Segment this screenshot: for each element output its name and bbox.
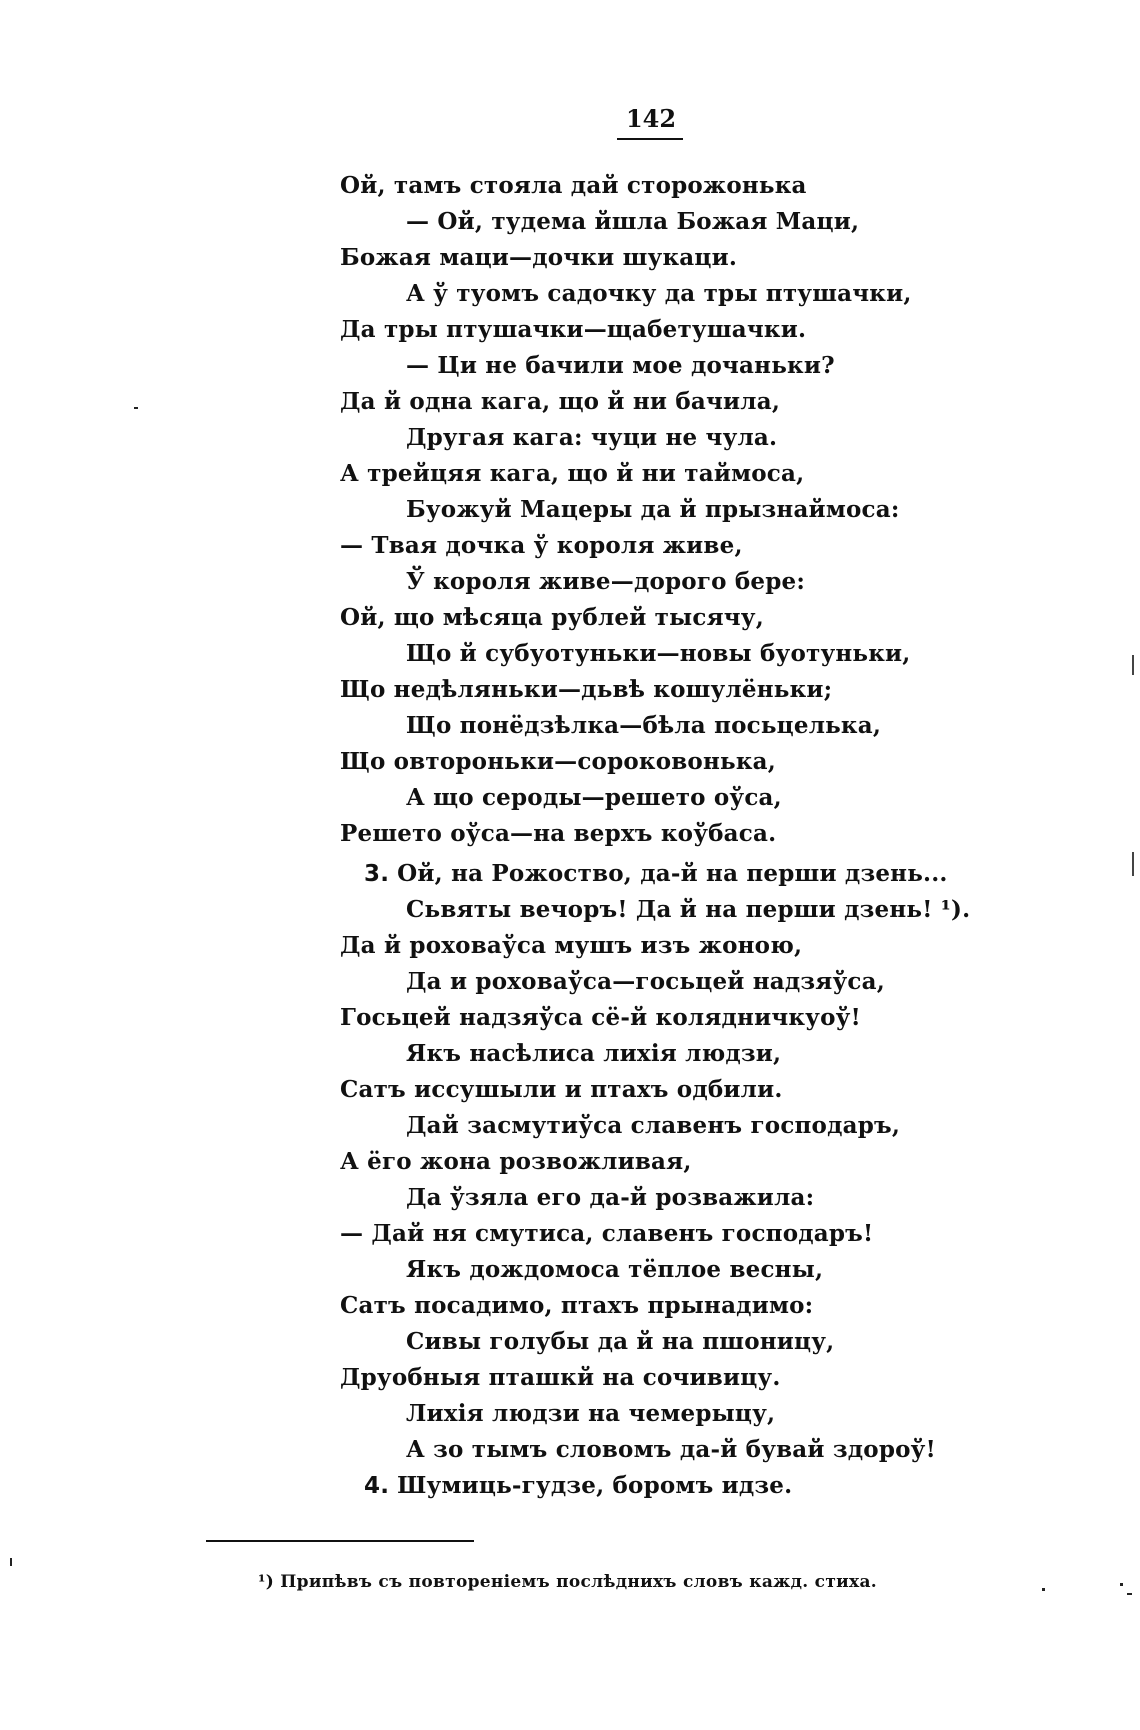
poem-line: А трейцяя кага, що й ни таймоса,: [340, 460, 805, 487]
section-number: 4.: [364, 1473, 390, 1499]
poem-line: Сатъ посадимо, птахъ прынадимо:: [340, 1292, 814, 1319]
poem-line: Дай засмутиўса славенъ господаръ,: [406, 1112, 901, 1139]
poem-line: — Ой, тудема йшла Божая Маци,: [406, 208, 860, 235]
poem-line: Якъ дождомоса тёплое весны,: [406, 1256, 824, 1283]
scan-speck: [10, 1558, 12, 1566]
poem-line: Да ўзяла его да-й розважила:: [406, 1184, 815, 1211]
scan-speck: [1120, 1583, 1123, 1586]
poem-line: Друобныя пташкй на сочивицу.: [340, 1364, 781, 1391]
poem-line: Да и роховаўса—госьцей надзяўса,: [406, 968, 885, 995]
poem-line: Що понёдзѣлка—бѣла посьцелька,: [406, 712, 882, 739]
footnote: ¹) Припѣвъ съ повтореніемъ послѣднихъ словъ кажд. стиха.: [258, 1572, 878, 1592]
scan-speck: [1042, 1588, 1045, 1591]
poem-line: А ў туомъ садочку да тры птушачки,: [406, 280, 912, 307]
footnote-separator: [206, 1540, 474, 1542]
scan-edge-mark: [1132, 655, 1134, 675]
poem-line: — Дай ня смутиса, славенъ господаръ!: [340, 1220, 874, 1247]
poem-line: А ёго жона розвожливая,: [340, 1148, 692, 1175]
poem-line: А що сероды—решето оўса,: [406, 784, 782, 811]
poem-line: Решето оўса—на верхъ коўбаса.: [340, 820, 777, 847]
page-number: 142: [625, 104, 677, 133]
poem-line: Ой, тамъ стояла дай сторожонька: [340, 172, 807, 199]
poem-line: — Твая дочка ў короля живе,: [340, 532, 743, 559]
section-number: 3.: [364, 861, 390, 887]
poem-line: Лихія людзи на чемерыцу,: [406, 1400, 776, 1427]
poem-line: Що й субуотуньки—новы буотуньки,: [406, 640, 911, 667]
scan-edge-mark: [1132, 852, 1134, 876]
scan-speck: [134, 407, 138, 409]
poem-line: Да й одна кага, що й ни бачила,: [340, 388, 781, 415]
poem-line: Госьцей надзяўса сё-й колядничкуоў!: [340, 1004, 861, 1031]
poem-text: [340, 168, 971, 1504]
poem-line: Божая маци—дочки шукаци.: [340, 244, 738, 271]
section-3-refrain: Сьвяты вечоръ! Да й на перши дзень! ¹).: [406, 896, 971, 923]
poem-line: Якъ насѣлиса лихія людзи,: [406, 1040, 782, 1067]
poem-line: А зо тымъ словомъ да-й бувай здороў!: [406, 1436, 936, 1463]
poem-line: Ой, що мѣсяца рублей тысячу,: [340, 604, 764, 631]
section-3-first-line-text: Ой, на Рожоство, да-й на перши дзень...: [397, 860, 948, 887]
poem-line: Да тры птушачки—щабетушачки.: [340, 316, 807, 343]
poem-line: Сатъ иссушыли и птахъ одбили.: [340, 1076, 783, 1103]
poem-line: Ў короля живе—дорого бере:: [406, 568, 806, 595]
poem-line: Другая кага: чуци не чула.: [406, 424, 778, 451]
poem-line: Буожуй Мацеры да й прызнаймоса:: [406, 496, 900, 523]
section-3-first-line: [340, 856, 960, 892]
poem-line: Що овтороньки—сороковонька,: [340, 748, 776, 775]
poem-line: Сивы голубы да й на пшоницу,: [406, 1328, 835, 1355]
scan-speck: [1127, 1593, 1132, 1595]
poem-line: Да й роховаўса мушъ изъ жоною,: [340, 932, 803, 959]
page-number-underline: [617, 138, 683, 140]
section-4-text: Шумиць-гудзе, боромъ идзе.: [397, 1472, 793, 1499]
poem-line: Що недѣляньки—дьвѣ кошулёньки;: [340, 676, 833, 703]
section-4-line: [340, 1468, 960, 1504]
poem-line: — Ци не бачили мое дочаньки?: [406, 352, 835, 379]
